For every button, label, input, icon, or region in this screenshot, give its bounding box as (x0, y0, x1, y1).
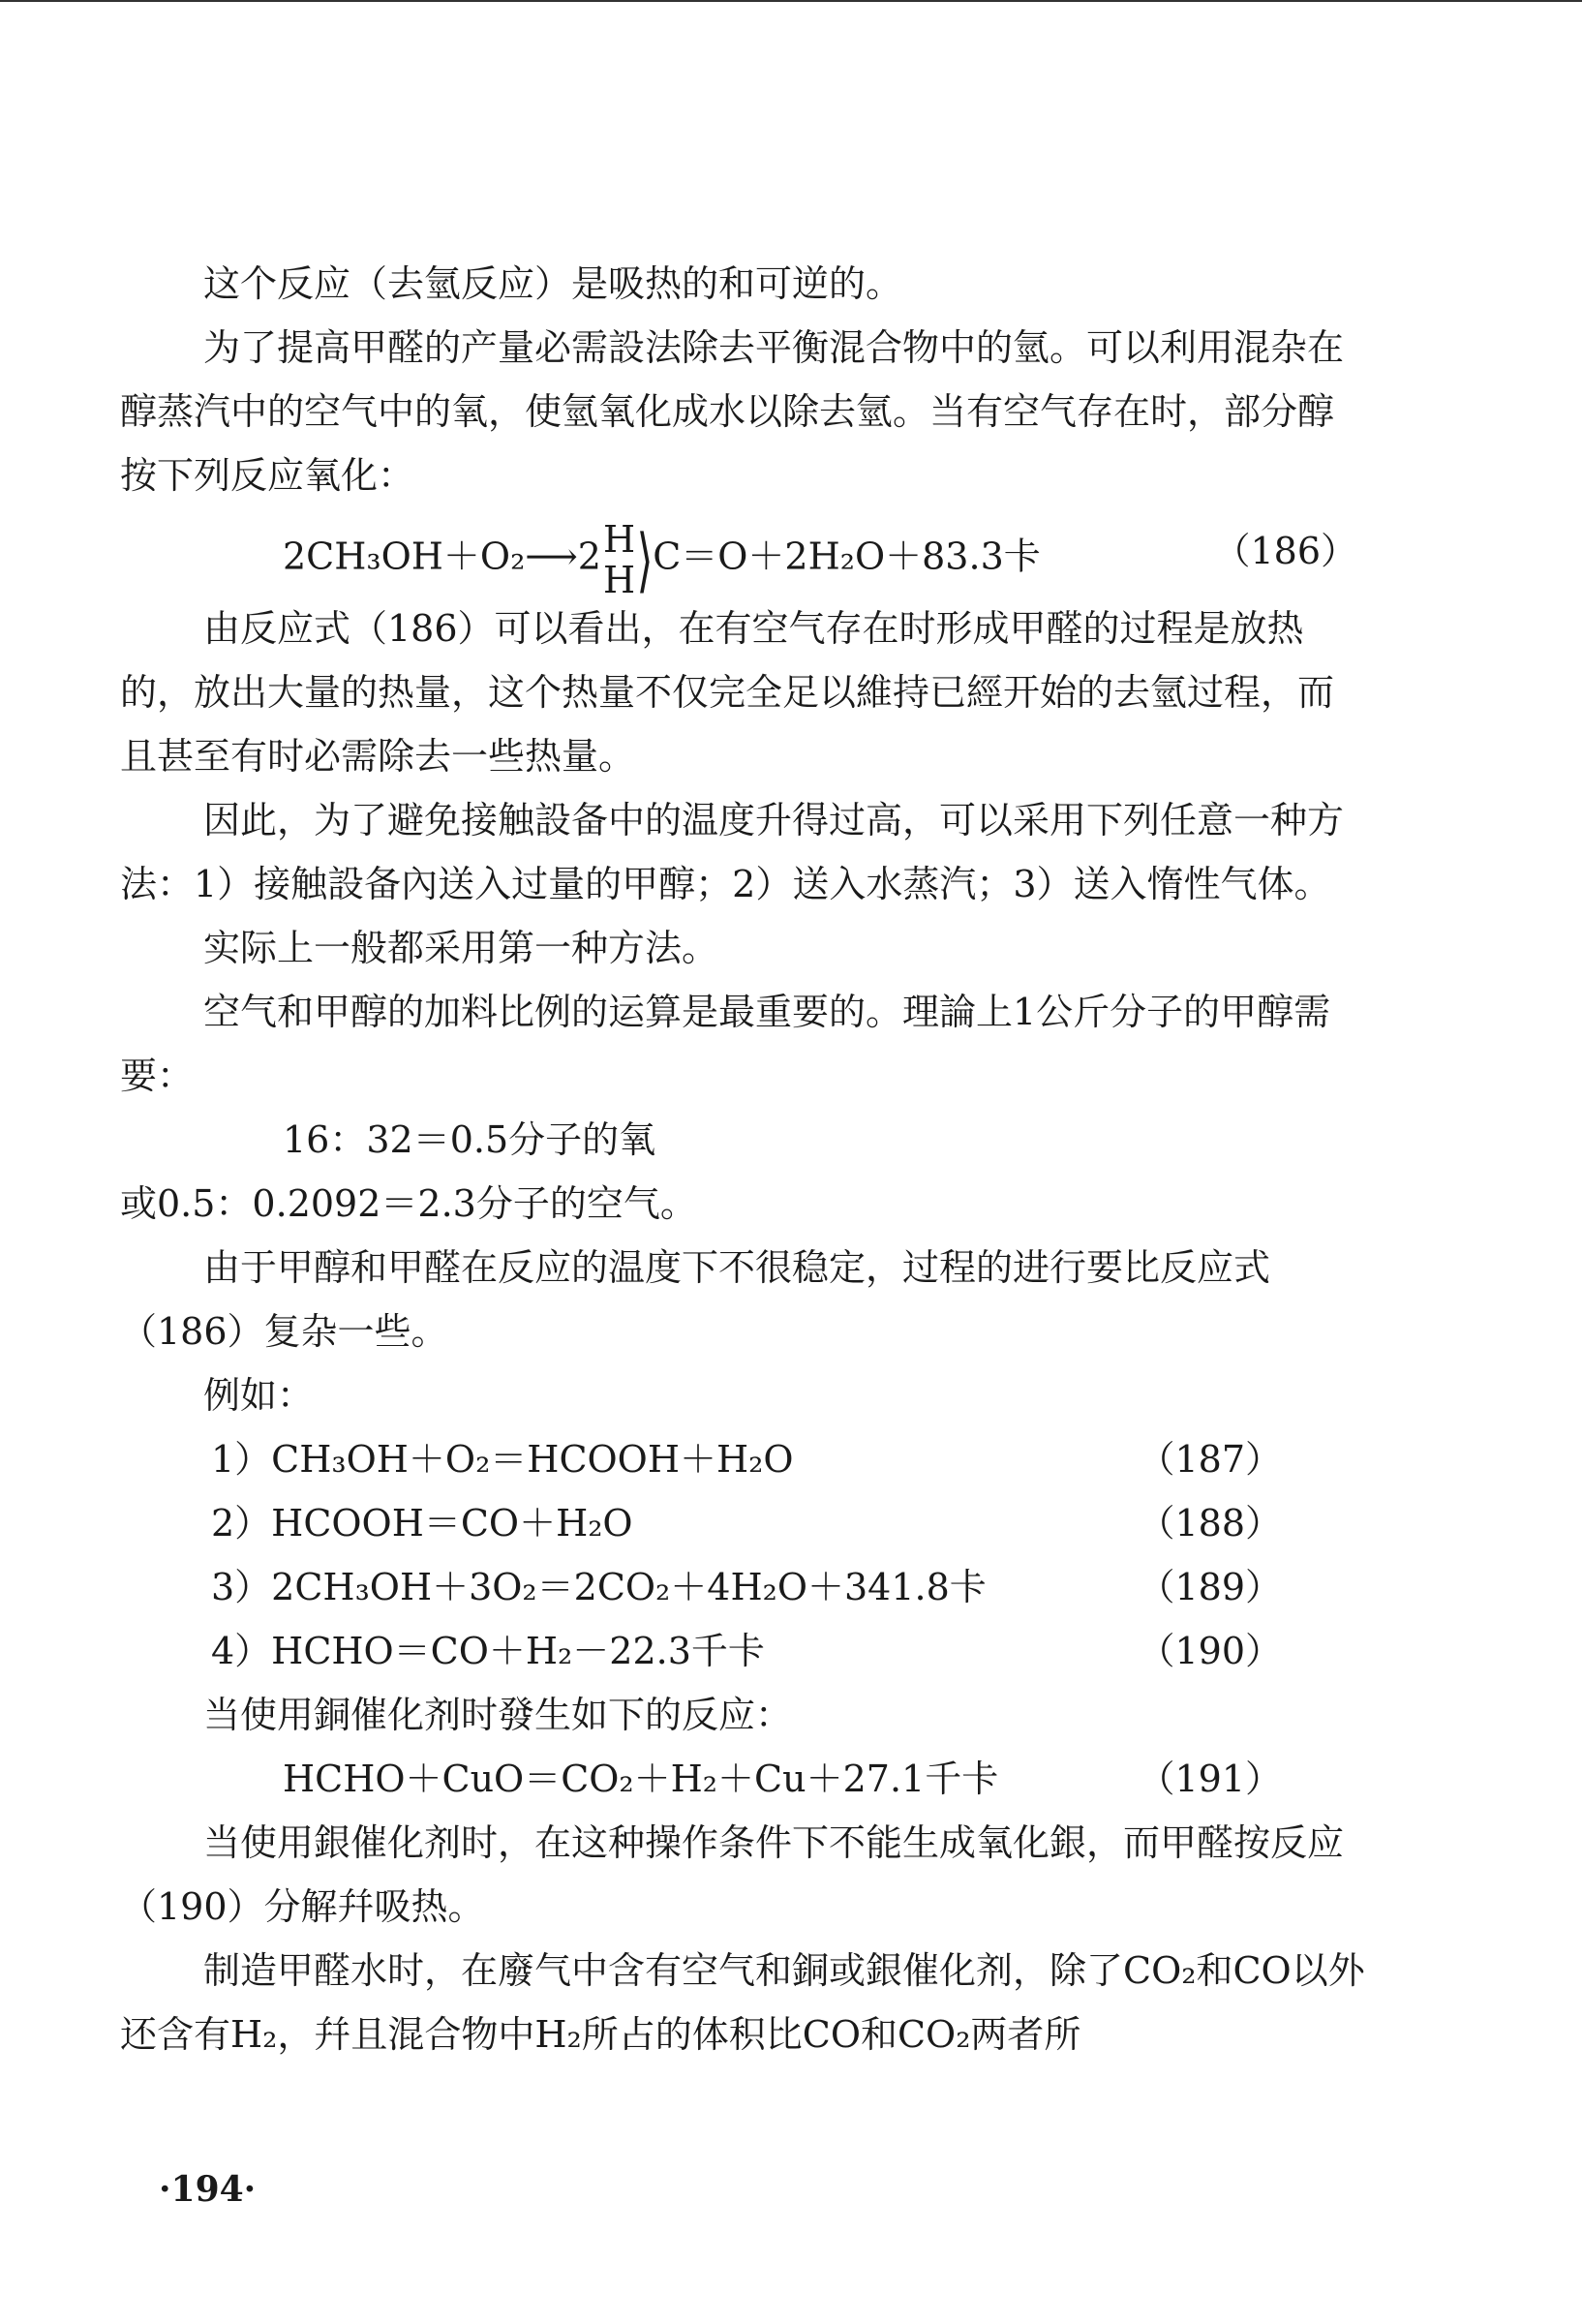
reaction-190 (120, 1619, 1369, 1683)
paragraph-7: 由于甲醇和甲醛在反应的温度下不很稳定，过程的进行要比反应式（186）复杂一些。 (120, 1246, 1271, 1353)
reaction-191-body: HCHO＋CuO＝CO₂＋H₂＋Cu＋27.1千卡 (283, 1758, 999, 1800)
paragraph-1: 这个反应（去氫反应）是吸热的和可逆的。 (203, 262, 903, 305)
paragraph-8: 例如： (203, 1374, 315, 1417)
reaction-188 (120, 1491, 1369, 1555)
reaction-190-body: 4）HCHO＝CO＋H₂－22.3千卡 (211, 1630, 765, 1672)
page-body (120, 252, 1369, 2066)
reaction-189-number: （189） (1138, 1566, 1282, 1608)
reaction-187-body: 1）CH₃OH＋O₂＝HCOOH＋H₂O (211, 1438, 794, 1481)
top-border-line (0, 0, 1582, 2)
angle-bracket-icon: ⟩ (636, 519, 654, 600)
paragraph-9: 当使用銅催化剂时發生如下的反应： (203, 1694, 793, 1736)
equation-186 (120, 507, 1369, 601)
fraction-top: H (602, 518, 636, 561)
paragraph-2: 为了提高甲醛的产量必需設法除去平衡混合物中的氫。可以利用混杂在醇蒸汽中的空气中的氧，使氫氧化成水以除去氫。当有空气存在时，部分醇按下列反应氧化： (120, 326, 1345, 497)
reaction-187-number: （187） (1138, 1438, 1282, 1481)
reaction-188-number: （188） (1138, 1502, 1282, 1544)
paragraph-4: 因此，为了避免接触設备中的温度升得过高，可以采用下列任意一种方法：1）接触設备內送入过量的甲醇；2）送入水蒸汽；3）送入惰性气体。 (120, 799, 1345, 905)
calculation-air: 或0.5：0.2092＝2.3分子的空气。 (120, 1182, 697, 1225)
reaction-190-number: （190） (1138, 1630, 1282, 1672)
page-number: ·194· (159, 2169, 257, 2210)
reaction-187 (120, 1427, 1369, 1491)
fraction-bottom: H (602, 559, 636, 601)
equation-186-fraction (603, 519, 635, 600)
reaction-189-body: 3）2CH₃OH＋3O₂＝2CO₂＋4H₂O＋341.8卡 (211, 1566, 987, 1608)
paragraph-10: 当使用銀催化剂时，在这种操作条件下不能生成氧化銀，而甲醛按反应（190）分解幷吸热。 (120, 1821, 1345, 1928)
calculation-oxygen: 16：32＝0.5分子的氧 (283, 1118, 656, 1161)
paragraph-11: 制造甲醛水时，在廢气中含有空气和銅或銀催化剂，除了CO₂和CO以外还含有H₂，幷且混合物中H₂所占的体积比CO和CO₂两者所 (120, 1949, 1365, 2056)
equation-186-body (283, 519, 1041, 600)
reaction-188-body: 2）HCOOH＝CO＋H₂O (211, 1502, 633, 1544)
equation-186-left: 2CH₃OH＋O₂⟶2 (283, 535, 601, 578)
paragraph-6: 空气和甲醇的加料比例的运算是最重要的。理論上1公斤分子的甲醇需要： (120, 991, 1331, 1097)
paragraph-5: 实际上一般都采用第一种方法。 (203, 927, 719, 969)
reaction-189 (120, 1555, 1369, 1619)
reaction-191-number: （191） (1138, 1758, 1282, 1800)
equation-186-right: C＝O＋2H₂O＋83.3卡 (653, 535, 1041, 578)
reaction-191 (120, 1747, 1369, 1811)
paragraph-3: 由反应式（186）可以看出，在有空气存在时形成甲醛的过程是放热的，放出大量的热量，这个热量不仅完全足以維持已經开始的去氫过程，而且甚至有时必需除去一些热量。 (120, 607, 1335, 778)
equation-186-number: （186） (1213, 530, 1357, 572)
